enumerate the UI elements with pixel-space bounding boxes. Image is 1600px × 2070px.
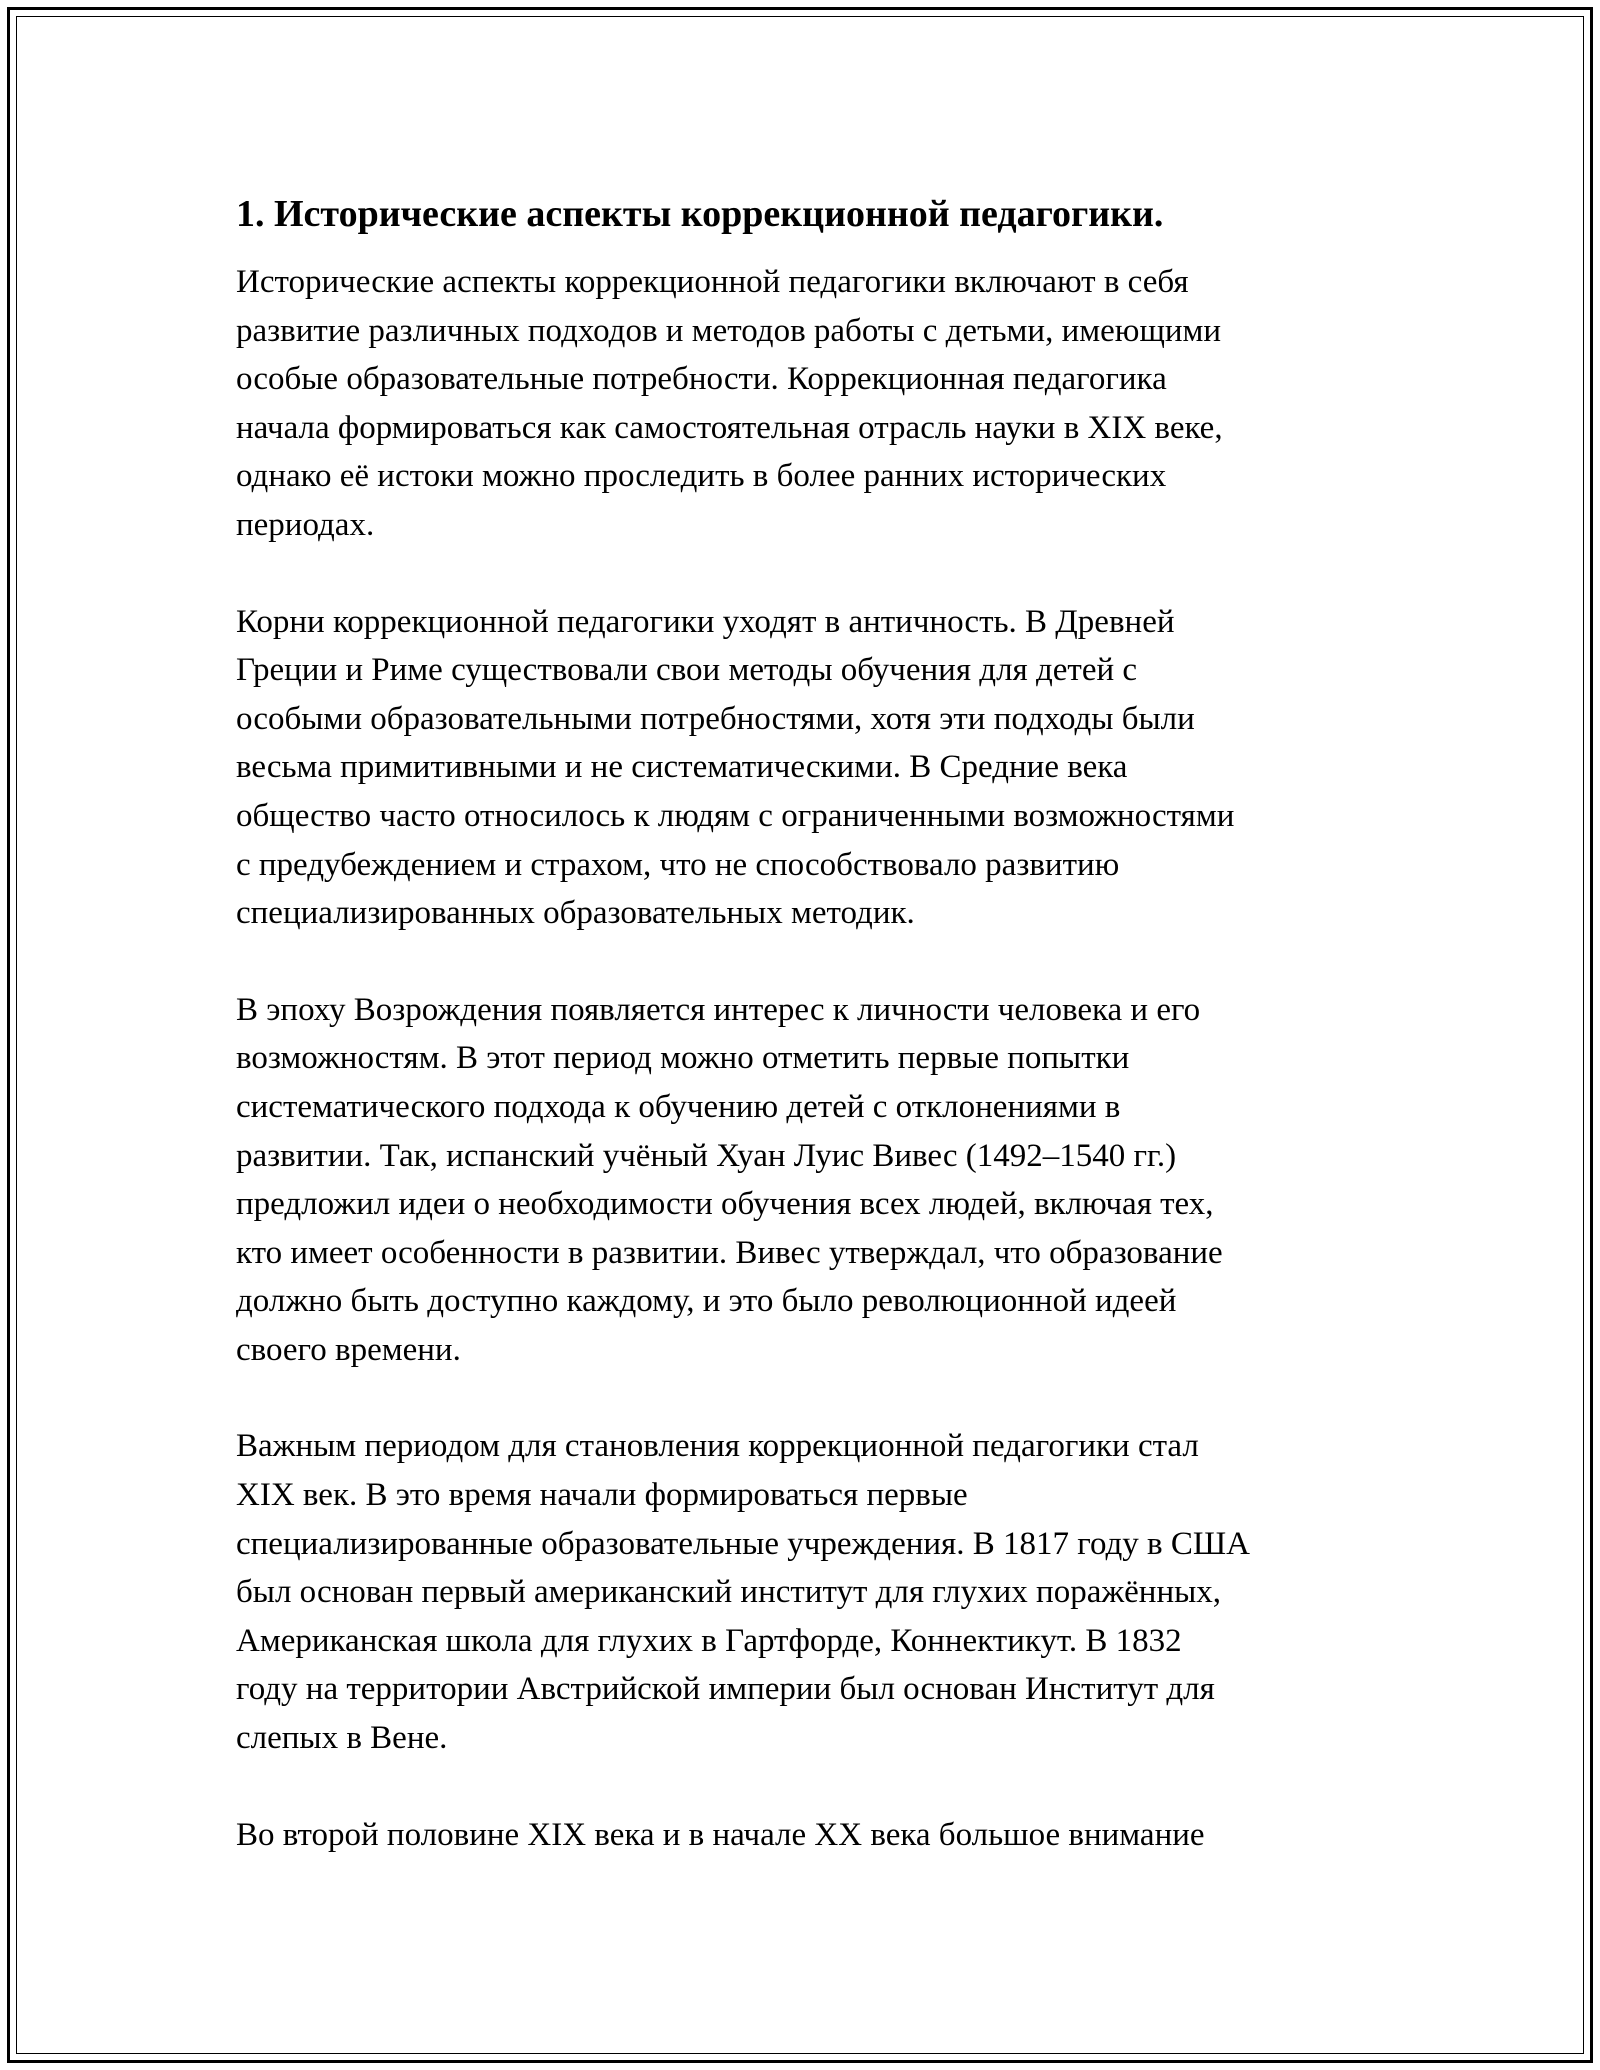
text-line: Во второй половине XIX века и в начале XX века большое внимание bbox=[236, 1816, 1205, 1853]
text-line: общество часто относилось к людям с ограниченными возможностями bbox=[236, 797, 1235, 834]
document-content bbox=[236, 190, 1396, 1907]
text-line: XIX век. В это время начали формироваться первые bbox=[236, 1477, 968, 1514]
text-line: весьма примитивными и не систематическими. В Средние века bbox=[236, 749, 1128, 786]
text-line: специализированных образовательных методик. bbox=[236, 895, 915, 932]
paragraph-5 bbox=[236, 1811, 1396, 1860]
text-line: слепых в Вене. bbox=[236, 1720, 448, 1757]
text-line: Корни коррекционной педагогики уходят в античность. В Древней bbox=[236, 603, 1175, 640]
text-line: своего времени. bbox=[236, 1331, 461, 1368]
text-line: Важным периодом для становления коррекционной педагогики стал bbox=[236, 1428, 1199, 1465]
text-line: периодах. bbox=[236, 506, 375, 543]
text-line: развитие различных подходов и методов работы с детьми, имеющими bbox=[236, 312, 1222, 349]
text-line: развитии. Так, испанский учёный Хуан Луис Вивес (1492–1540 гг.) bbox=[236, 1137, 1177, 1174]
text-line: В эпоху Возрождения появляется интерес к личности человека и его bbox=[236, 991, 1201, 1028]
text-line: был основан первый американский институт для глухих поражённых, bbox=[236, 1574, 1222, 1611]
text-line: специализированные образовательные учреждения. В 1817 году в США bbox=[236, 1525, 1251, 1562]
paragraph-4 bbox=[236, 1422, 1396, 1762]
text-line: предложил идеи о необходимости обучения всех людей, включая тех, bbox=[236, 1186, 1214, 1223]
text-line: кто имеет особенности в развитии. Вивес утверждал, что образование bbox=[236, 1234, 1223, 1271]
text-line: особыми образовательными потребностями, хотя эти подходы были bbox=[236, 700, 1195, 737]
text-line: Исторические аспекты коррекционной педагогики включают в себя bbox=[236, 264, 1189, 300]
text-line: Американская школа для глухих в Гартфорде, Коннектикут. В 1832 bbox=[236, 1622, 1182, 1659]
text-line: с предубеждением и страхом, что не способствовало развитию bbox=[236, 846, 1120, 883]
text-line: году на территории Австрийской империи был основан Институт для bbox=[236, 1671, 1215, 1708]
section-title: 1. Исторические аспекты коррекционной педагогики. bbox=[236, 193, 1164, 235]
text-line: Греции и Риме существовали свои методы обучения для детей с bbox=[236, 652, 1138, 689]
paragraph-3 bbox=[236, 986, 1396, 1375]
text-line: возможностям. В этот период можно отметить первые попытки bbox=[236, 1040, 1130, 1077]
text-line: особые образовательные потребности. Коррекционная педагогика bbox=[236, 361, 1167, 398]
text-line: начала формироваться как самостоятельная отрасль науки в XIX веке, bbox=[236, 409, 1223, 446]
paragraph-2 bbox=[236, 598, 1396, 938]
text-line: должно быть доступно каждому, и это было революционной идеей bbox=[236, 1283, 1177, 1320]
paragraph-1 bbox=[236, 258, 1396, 550]
text-line: однако её истоки можно проследить в более ранних исторических bbox=[236, 458, 1167, 495]
text-line: систематического подхода к обучению детей с отклонениями в bbox=[236, 1088, 1121, 1125]
